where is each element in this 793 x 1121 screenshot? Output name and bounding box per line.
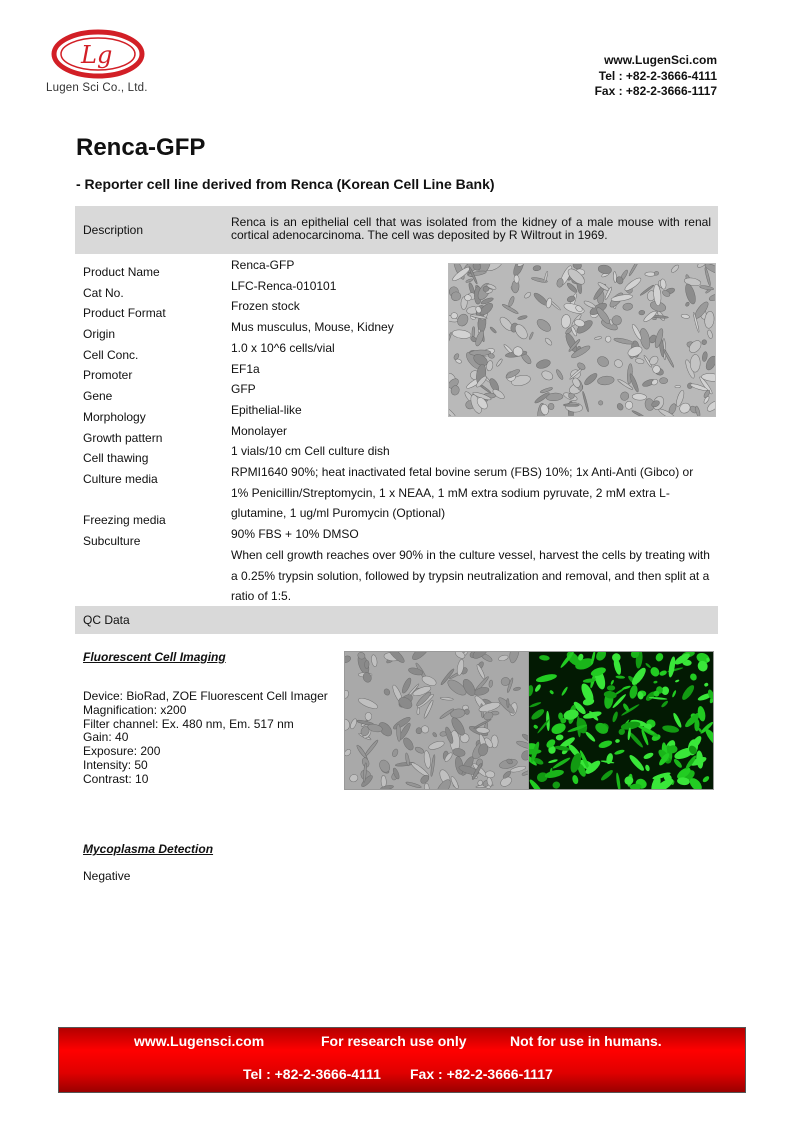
mycoplasma-result: Negative xyxy=(83,869,131,883)
spec-value: Frozen stock xyxy=(231,299,300,314)
cell-morphology-image xyxy=(448,263,716,417)
spec-value: EF1a xyxy=(231,361,260,376)
footer-fax: Fax : +82-2-3666-1117 xyxy=(410,1066,553,1082)
spec-value: LFC-Renca-010101 xyxy=(231,278,337,293)
spec-value: When cell growth reaches over 90% in the culture vessel, harvest the cells by treating with a 0.25% trypsin solution, followed by trypsin neutralization and removal, and then split at a ratio of 1:5. xyxy=(231,547,710,604)
gfp-fluorescence-image xyxy=(528,651,714,790)
footer-tel: Tel : +82-2-3666-4111 xyxy=(243,1066,381,1082)
fluorescent-info-line: Intensity: 50 xyxy=(83,757,148,772)
header-contact xyxy=(595,53,717,100)
spec-labels xyxy=(83,265,166,555)
header-fax: Fax : +82-2-3666-1117 xyxy=(594,84,717,98)
spec-value: RPMI1640 90%; heat inactivated fetal bovine serum (FBS) 10%; 1x Anti-Anti (Gibco) or 1% Penicillin/Streptomycin, 1 x NEAA, 1 mM extra sodium pyruvate, 2 mM extra L-glutamine, 1 ug/ml Puromycin (Optional) xyxy=(231,465,694,521)
spec-label xyxy=(83,493,166,514)
header-tel: Tel : +82-2-3666-4111 xyxy=(598,68,717,83)
spec-label: Product Name xyxy=(83,265,160,279)
fluorescent-info-line: Filter channel: Ex. 480 nm, Em. 517 nm xyxy=(83,716,294,731)
spec-label: Subculture xyxy=(83,533,141,548)
page-title: Renca-GFP xyxy=(76,134,206,161)
spec-label: Cat No. xyxy=(83,285,124,300)
spec-label: Culture media xyxy=(83,471,158,486)
page-subtitle: - Reporter cell line derived from Renca (Korean Cell Line Bank) xyxy=(76,176,495,192)
footer-research-note: For research use only xyxy=(321,1033,467,1049)
spec-label: Origin xyxy=(83,327,116,342)
spec-value: Mus musculus, Mouse, Kidney xyxy=(231,320,394,335)
header-website[interactable]: www.LugenSci.com xyxy=(604,53,717,67)
description-label: Description xyxy=(83,223,144,237)
spec-label: Gene xyxy=(83,389,113,404)
spec-label: Product Format xyxy=(83,306,166,321)
fluorescent-info-line: Device: BioRad, ZOE Fluorescent Cell Imager xyxy=(83,689,328,703)
spec-value: Renca-GFP xyxy=(231,258,295,272)
brightfield-image xyxy=(344,651,529,790)
spec-label: Morphology xyxy=(83,409,146,424)
qc-label: QC Data xyxy=(83,613,130,627)
fluorescent-info-line: Gain: 40 xyxy=(83,730,129,745)
fluorescent-info xyxy=(83,690,328,787)
footer-website[interactable]: www.Lugensci.com xyxy=(134,1033,265,1049)
mycoplasma-heading: Mycoplasma Detection xyxy=(83,842,214,856)
fluorescent-info-line: Exposure: 200 xyxy=(83,744,161,759)
spec-value: GFP xyxy=(231,382,256,397)
spec-label: Growth pattern xyxy=(83,430,163,445)
spec-label: Cell Conc. xyxy=(83,347,139,362)
svg-text:Lg: Lg xyxy=(81,41,113,69)
fluorescent-heading: Fluorescent Cell Imaging xyxy=(83,650,226,664)
spec-value: 1.0 x 10^6 cells/vial xyxy=(231,340,335,355)
qc-band xyxy=(75,606,718,634)
spec-value: Epithelial-like xyxy=(231,402,302,417)
fluorescent-info-line: Contrast: 10 xyxy=(83,771,149,786)
description-text: Renca is an epithelial cell that was isolated from the kidney of a male mouse with renal cortical adenocarcinoma. The cell was deposited by R Wiltrout in 1969. xyxy=(231,215,711,242)
spec-value: 1 vials/10 cm Cell culture dish xyxy=(231,444,390,459)
spec-value: Monolayer xyxy=(231,423,288,438)
company-name: Lugen Sci Co., Ltd. xyxy=(46,82,148,94)
spec-label: Cell thawing xyxy=(83,451,149,466)
spec-label: Promoter xyxy=(83,368,133,383)
spec-value: 90% FBS + 10% DMSO xyxy=(231,527,359,542)
spec-label: Freezing media xyxy=(83,513,166,528)
footer-human-note: Not for use in humans. xyxy=(510,1033,662,1049)
fluorescent-info-line: Magnification: x200 xyxy=(83,702,187,717)
